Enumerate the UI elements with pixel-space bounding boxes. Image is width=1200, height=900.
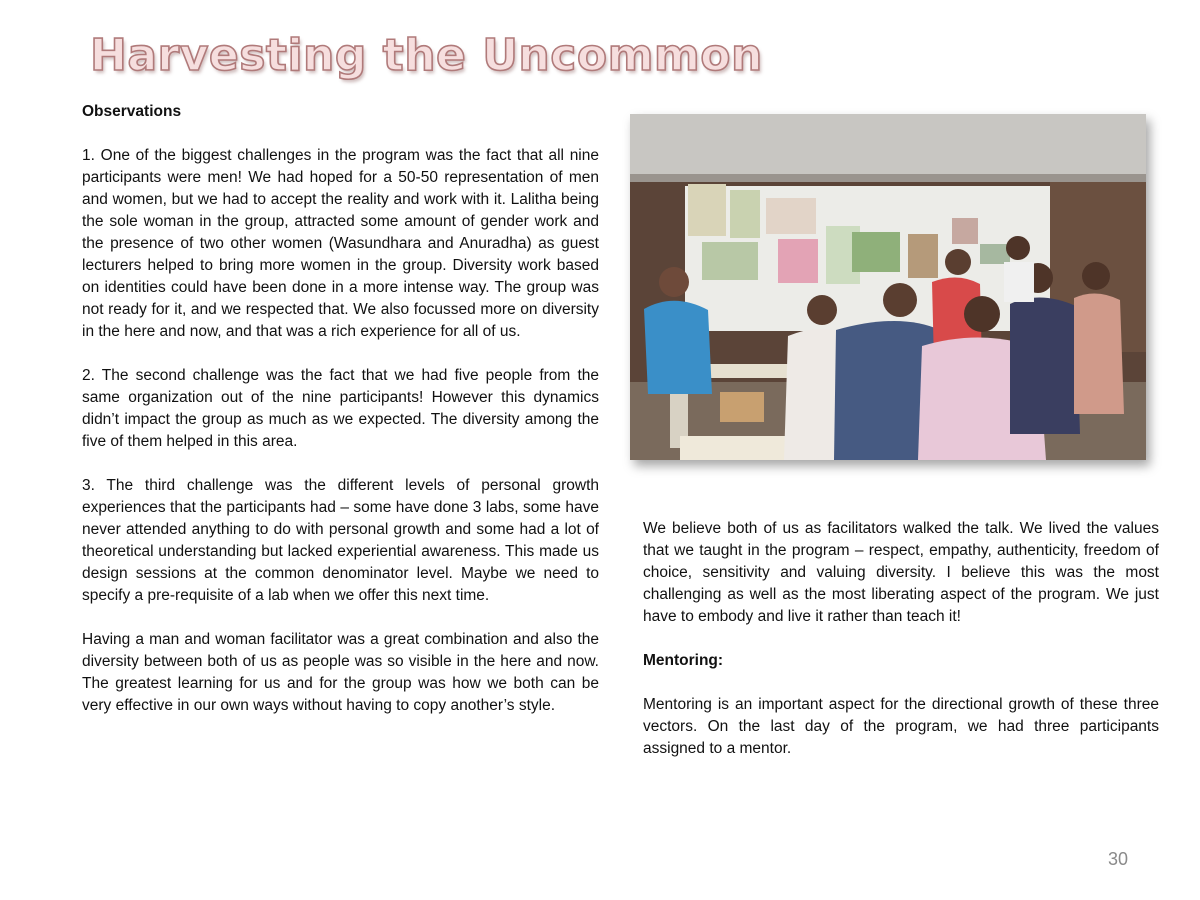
mentoring-heading: Mentoring: bbox=[643, 652, 724, 669]
page-title: Harvesting the Uncommon bbox=[90, 30, 763, 81]
mentoring-paragraph: Mentoring is an important aspect for the directional growth of these three vectors. On the last day of the program, we had three participants assigned to a mentor. bbox=[643, 696, 1159, 757]
facilitator-paragraph: Having a man and woman facilitator was a great combination and also the diversity between both of us as people was so visible in the here and now. The greatest learning for us and for the group was how we both can be very effective in our own ways without having to copy another’s style. bbox=[82, 631, 599, 714]
facilitators-paragraph: We believe both of us as facilitators walked the talk. We lived the values that we taught in the program – respect, empathy, authenticity, freedom of choice, sensitivity and valuing diversity. I believe this was the most challenging as well as the most liberating aspect of the program. We just have to embody and live it rather than teach it! bbox=[643, 520, 1159, 625]
left-column bbox=[82, 101, 599, 739]
observation-paragraph-3: 3. The third challenge was the different levels of personal growth experiences that the participants had – some have done 3 labs, some have never attended anything to do with personal growth and some had a lot of theoretical understanding but lacked experiential awareness. This made us design sessions at the common denominator level. Maybe we need to specify a pre-requisite of a lab when we offer this next time. bbox=[82, 477, 599, 604]
page-number: 30 bbox=[1108, 849, 1129, 869]
observation-paragraph-2: 2. The second challenge was the fact that we had five people from the same organization out of the nine participants! However this dynamics didn’t impact the group as much as we expected. The diversity among the five of them helped in this area. bbox=[82, 367, 599, 450]
right-column bbox=[643, 518, 1159, 782]
observation-paragraph-1: 1. One of the biggest challenges in the program was the fact that all nine participants were men! We had hoped for a 50-50 representation of men and women, but we had to accept the reality and work with it. Lalitha being the sole woman in the group, attracted some amount of gender work and the presence of two other women (Wasundhara and Anuradha) as guest lecturers helped to bring more women in the group. Diversity work based on identities could have been done in a more intense way. The group was not ready for it, and we respected that. We also focussed more on diversity in the here and now, and that was a rich experience for all of us. bbox=[82, 147, 599, 340]
workshop-photo bbox=[630, 114, 1146, 460]
observations-heading: Observations bbox=[82, 103, 182, 120]
